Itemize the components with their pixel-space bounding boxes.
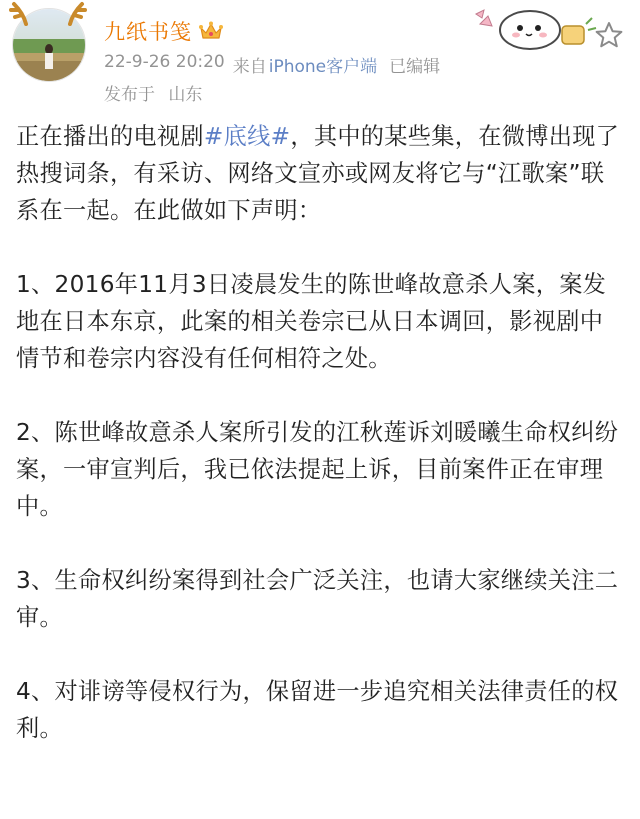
post-time: 22-9-26 20:20 (104, 52, 225, 72)
paragraph-statement-4: 4、对诽谤等侵权行为，保留进一步追究相关法律责任的权利。 (16, 678, 619, 742)
source-prefix: 来自 (232, 57, 267, 77)
paragraph-statement-2: 2、陈世峰故意杀人案所引发的江秋莲诉刘暖曦生命权纠纷案，一审宣判后，我已依法提起上诉，目前案件正在审理中。 (16, 419, 619, 520)
username-row (104, 14, 224, 48)
edited-label[interactable]: 已编辑 (389, 57, 441, 77)
source-link[interactable]: iPhone客户端 (268, 57, 378, 77)
intro-text-before: 正在播出的电视剧 (16, 123, 204, 150)
cute-cat-sticker-icon (470, 2, 600, 52)
paragraph-intro (16, 118, 624, 229)
right-antler-icon (62, 0, 90, 26)
left-antler-icon (6, 0, 34, 26)
username-link[interactable]: 九纸书笺 (104, 20, 192, 44)
crown-icon[interactable] (198, 20, 224, 42)
paragraph-statement-3: 3、生命权纠纷案得到社会广泛关注，也请大家继续关注二审。 (16, 567, 619, 631)
post-body (16, 118, 624, 784)
hashtag-link[interactable]: #底线# (203, 123, 291, 150)
post-header (0, 0, 640, 110)
location-value: 山东 (168, 85, 203, 105)
post-meta (104, 52, 448, 77)
location-prefix: 发布于 (104, 85, 155, 105)
post-location (104, 80, 210, 105)
paragraph-statement-1: 1、2016年11月3日凌晨发生的陈世峰故意杀人案，案发地在日本东京，此案的相关卷宗已从日本调回，影视剧中情节和卷宗内容没有任何相符之处。 (16, 271, 607, 372)
intro-text-after: ，其中的某些集，在微博出现了热搜词条，有采访、网络文宣亦或网友将它与“江歌案”联系在一起。在此做如下声明： (16, 123, 620, 224)
star-outline-icon[interactable] (594, 20, 624, 50)
